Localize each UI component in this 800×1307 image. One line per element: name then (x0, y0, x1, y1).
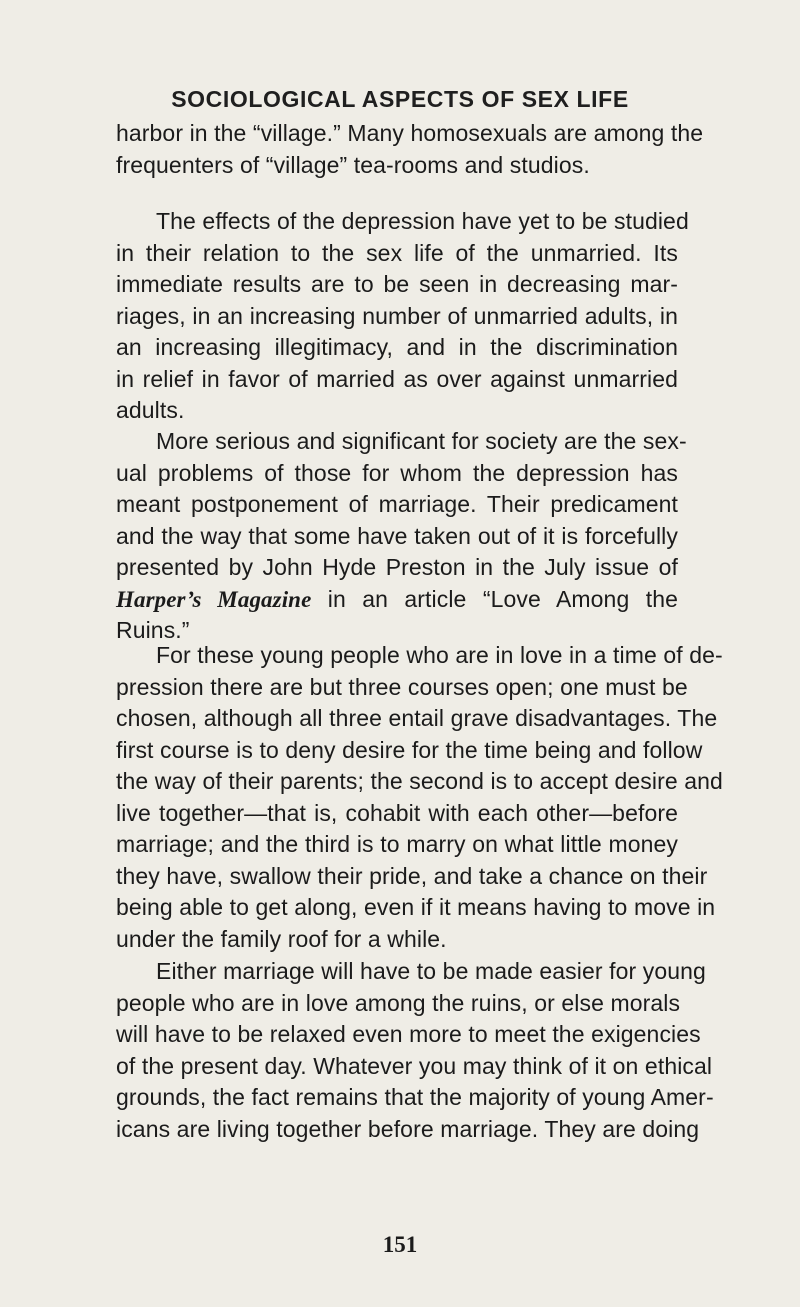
text-line: frequenters of “village” tea-rooms and studios. (116, 151, 590, 178)
paragraph-3 (116, 426, 687, 647)
text-line: harbor in the “village.” Many homosexuals are among the (116, 120, 704, 146)
text-line: For these young people who are in love in a time of de- (156, 642, 723, 668)
text-line: Either marriage will have to be made easier for young (156, 958, 706, 984)
paragraph-4 (116, 640, 723, 955)
running-head: SOCIOLOGICAL ASPECTS OF SEX LIFE (171, 86, 629, 112)
text-line: under the family roof for a while. (116, 925, 447, 952)
text-line: icans are living together before marriage. They are doing (116, 1115, 700, 1142)
text-fragment: in an article “Love Among the (327, 585, 678, 612)
text-line: presented by John Hyde Preston in the July issue of (116, 554, 678, 580)
text-line: marriage; and the third is to marry on what little money (116, 831, 678, 857)
text-line: adults. (116, 397, 185, 423)
text-line: Ruins.” (116, 617, 190, 643)
text-line-with-title (116, 584, 678, 616)
text-line: first course is to deny desire for the time being and follow (116, 736, 703, 763)
paragraph-2 (116, 206, 689, 427)
text-line: being able to get along, even if it means having to move in (116, 894, 716, 920)
text-line: in relief in favor of married as over against unmarried (116, 365, 678, 392)
magazine-title: Harper’s Magazine (116, 586, 312, 612)
paragraph-5 (116, 956, 714, 1145)
text-line: grounds, the fact remains that the majority of young Amer- (116, 1084, 714, 1110)
text-line: people who are in love among the ruins, or else morals (116, 989, 681, 1016)
text-line: live together—that is, cohabit with each other—before (116, 799, 678, 826)
text-line: meant postponement of marriage. Their predicament (116, 491, 678, 517)
text-line: pression there are but three courses open; one must be (116, 673, 688, 700)
page-number: 151 (382, 1232, 418, 1257)
text-line: riages, in an increasing number of unmarried adults, in (116, 302, 678, 329)
text-line: immediate results are to be seen in decreasing mar- (116, 271, 678, 297)
text-line: chosen, although all three entail grave disadvantages. The (116, 705, 718, 731)
text-line: will have to be relaxed even more to meet the exigencies (116, 1021, 701, 1047)
text-line: and the way that some have taken out of it is forcefully (116, 522, 678, 549)
text-line: ual problems of those for whom the depression has (116, 459, 678, 486)
text-line: in their relation to the sex life of the unmarried. Its (116, 239, 678, 266)
text-line: an increasing illegitimacy, and in the discrimination (116, 334, 678, 360)
text-line: of the present day. Whatever you may think of it on ethical (116, 1052, 713, 1079)
text-line: More serious and significant for society are the sex- (156, 428, 687, 454)
text-line: the way of their parents; the second is to accept desire and (116, 768, 723, 794)
paragraph-1 (116, 118, 704, 181)
text-line: The effects of the depression have yet to be studied (156, 208, 689, 234)
text-line: they have, swallow their pride, and take a chance on their (116, 862, 708, 889)
